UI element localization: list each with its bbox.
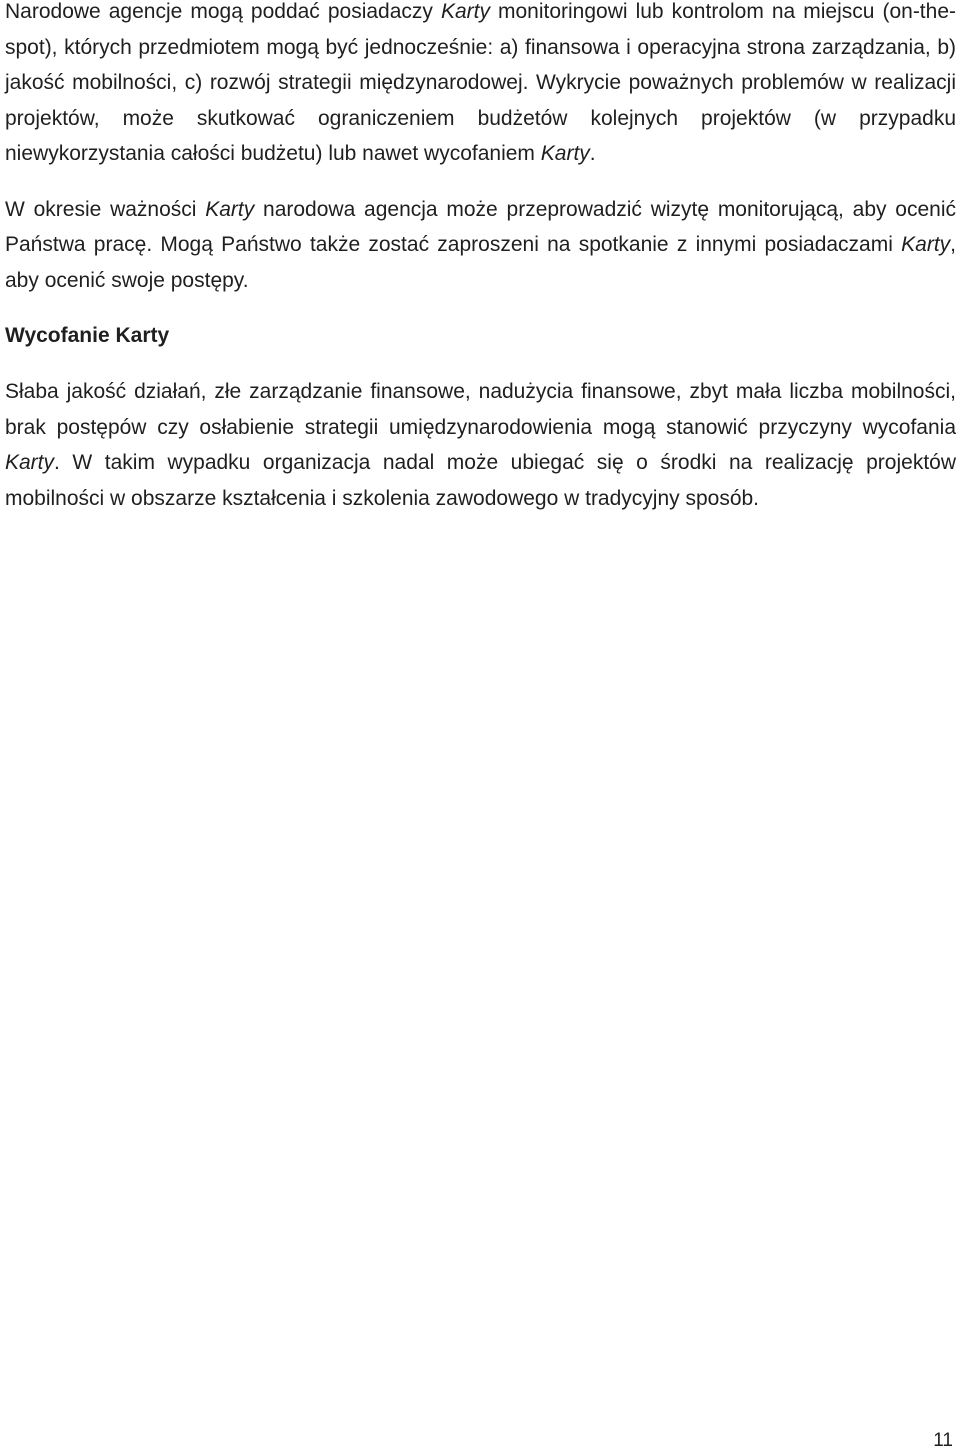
karty-term: Karty [901,233,951,256]
paragraph-text: W okresie ważności [5,197,206,221]
karty-term: Karty [540,142,590,165]
paragraph-text: . [589,142,596,165]
section-heading: Wycofanie Karty [5,324,170,347]
paragraph-validity [5,192,956,299]
karty-term: Karty [440,0,490,23]
paragraph-withdrawal [5,374,956,516]
karty-term: Karty [205,197,255,221]
paragraph-text: monitoringowi lub kontrolom na miejscu (on-the-spot), których przedmiotem mogą być jednocześnie: a) finansowa i operacyjna strona zarządzania, b) jakość mobilności, c) rozwój strategii międzynarodowej. Wykrycie poważnych problemów w realizacji projektów, może skutkować ograniczeniem budżetów kolejnych projektów (w przypadku niewykorzystania całości budżetu) lub nawet wycofaniem [5,0,956,165]
paragraph-monitoring [5,0,956,172]
paragraph-text: narodowa agencja może przeprowadzić wizytę monitorującą, aby ocenić Państwa pracę. Mogą Państwo także zostać zaproszeni na spotkanie z innymi posiadaczami [5,197,957,256]
paragraph-text: Narodowe agencje mogą poddać posiadaczy [5,0,441,23]
karty-term: Karty [5,451,55,474]
paragraph-text: Słaba jakość działań, złe zarządzanie finansowe, nadużycia finansowe, zbyt mała liczba mobilności, brak postępów czy osłabienie strategii umiędzynarodowienia mogą stanowić przyczyny wycofania [5,380,956,439]
paragraph-text: . W takim wypadku organizacja nadal może ubiegać się o środki na realizację projektów mobilności w obszarze kształcenia i szkolenia zawodowego w tradycyjny sposób. [5,451,956,510]
document-body [5,0,956,536]
page-number: 11 [933,1430,953,1451]
paragraph-text: , aby ocenić swoje postępy. [5,233,956,292]
